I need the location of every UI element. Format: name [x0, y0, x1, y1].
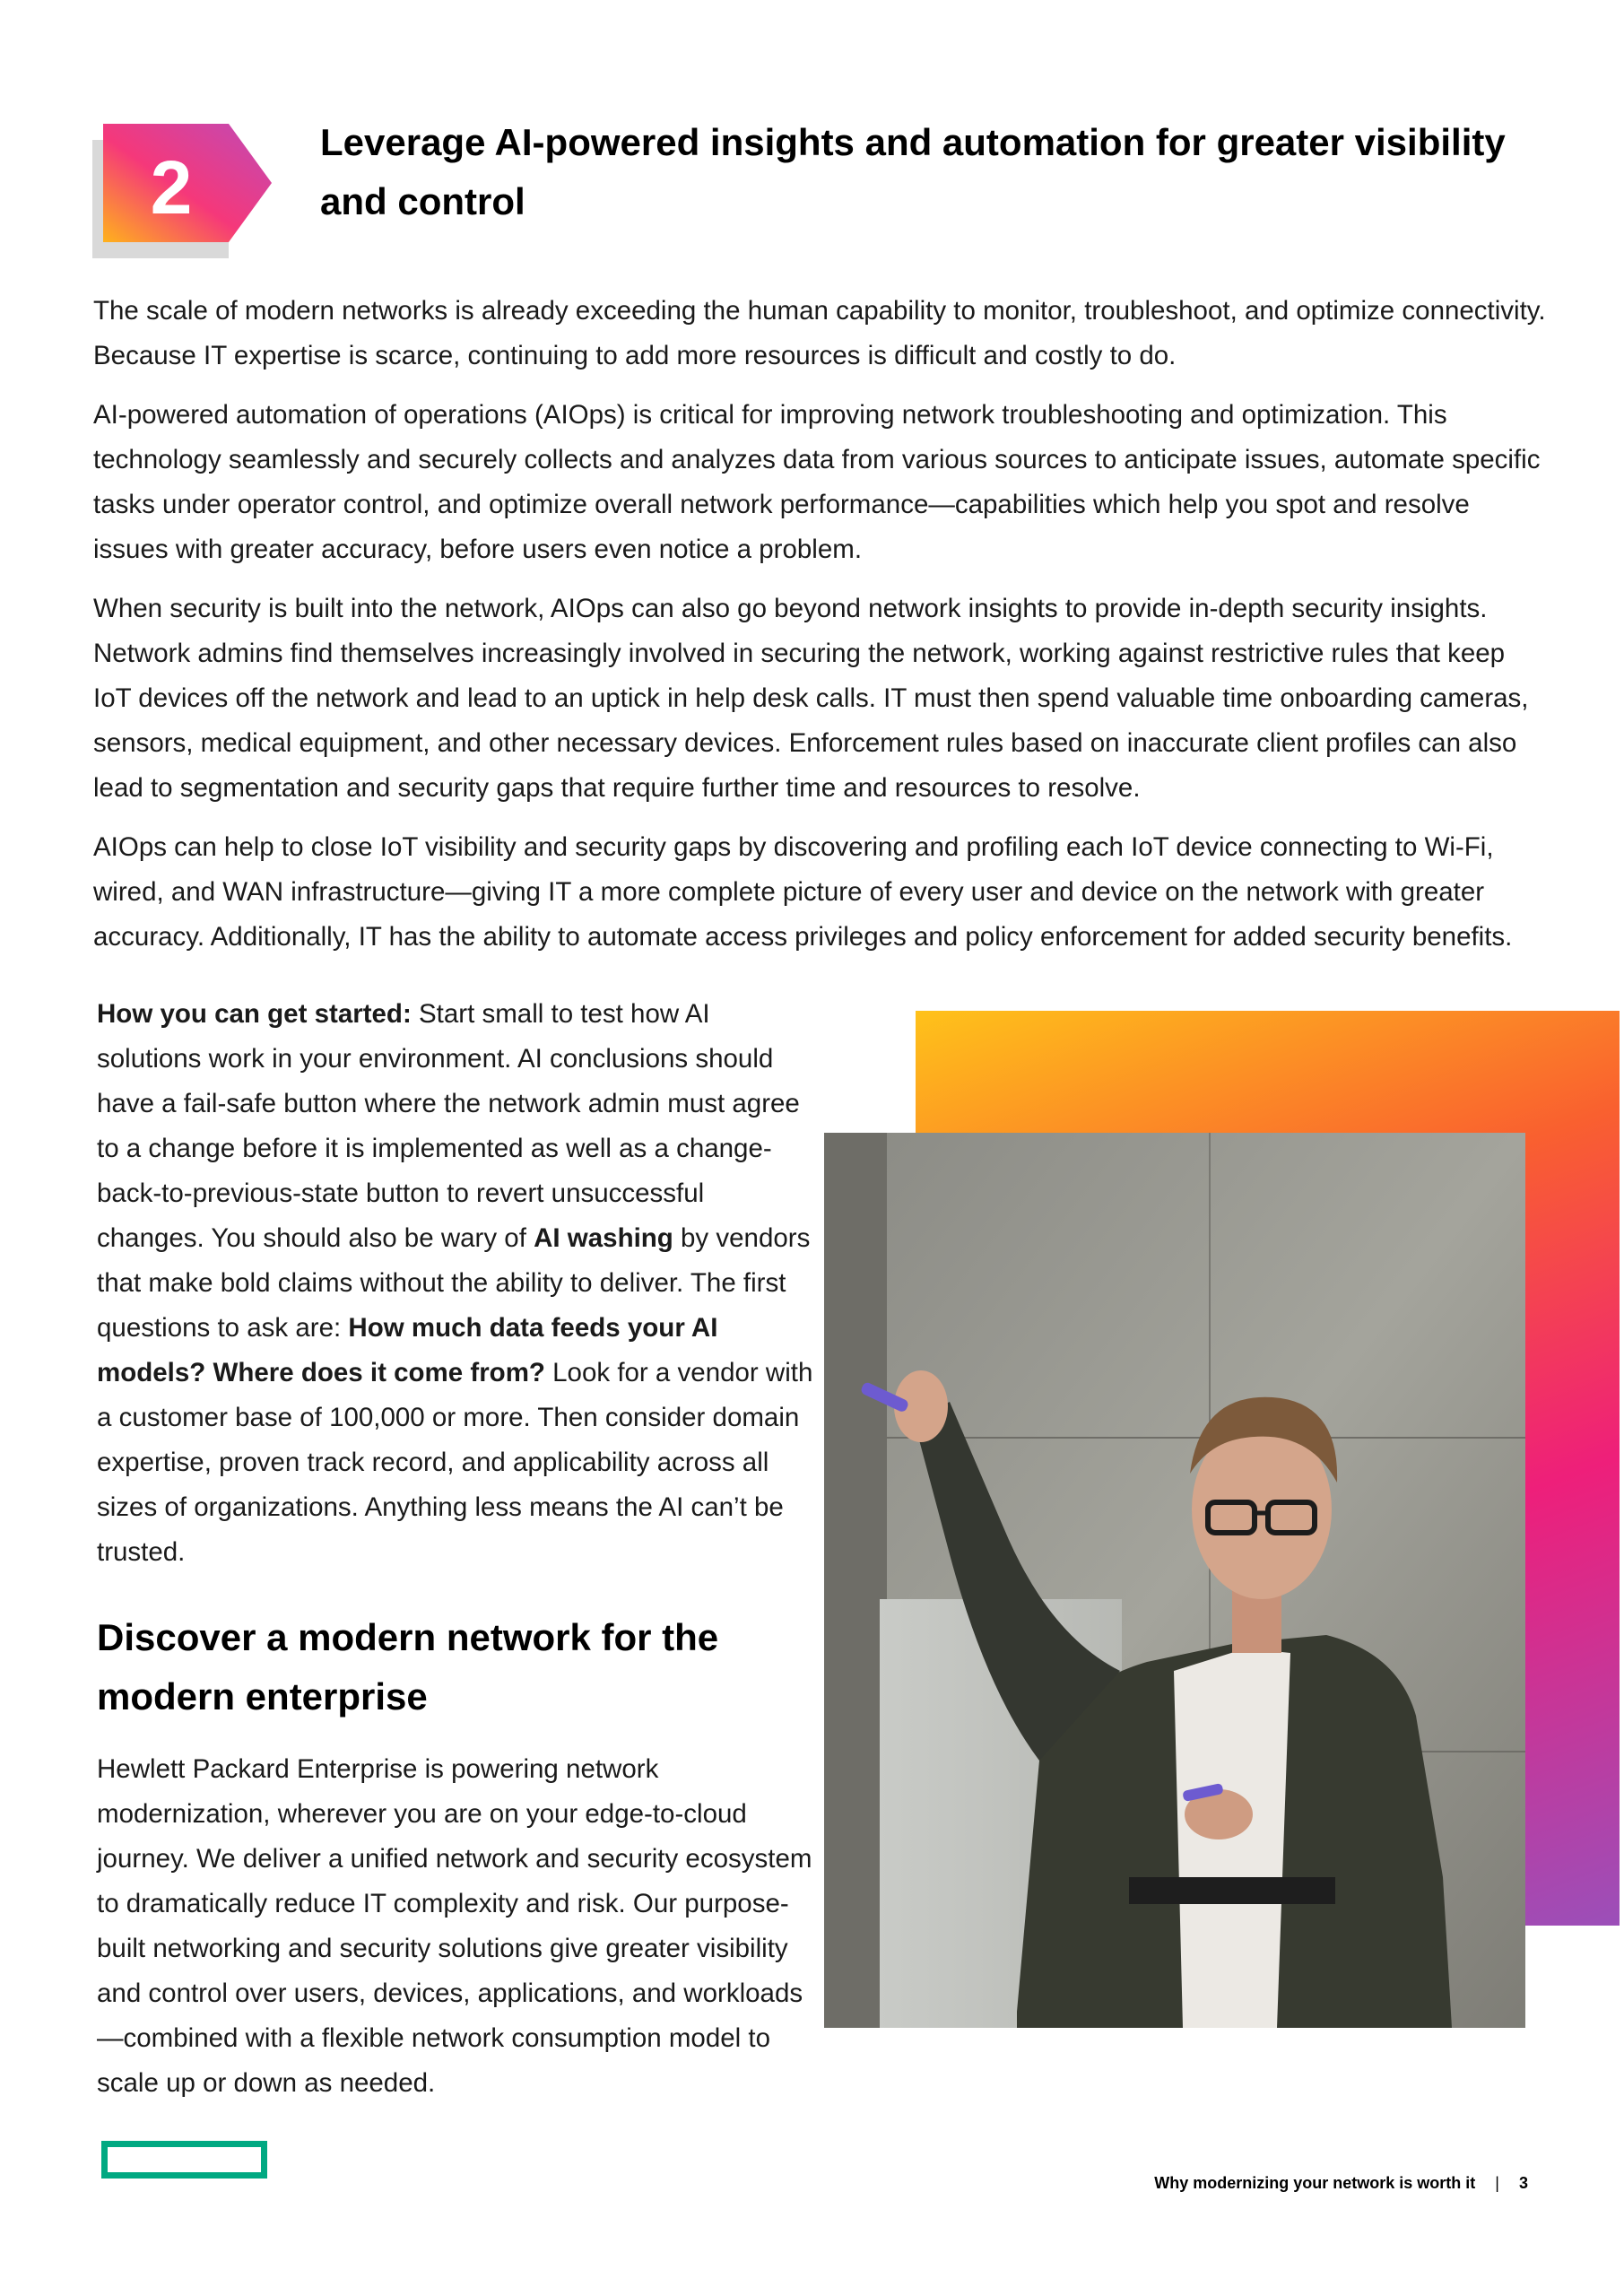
page-number: 3	[1518, 2174, 1528, 2192]
intro-paragraph: AI-powered automation of operations (AIOps) is critical for improving network troubleshooting and optimization. This technology seamlessly and securely collects and analyzes data from various sources to anticipate issues, automate specific tasks under operator control, and optimize overall network performance—capabilities which help you spot and resolve issues with greater accuracy, before users even notice a problem.	[93, 400, 1541, 564]
getting-started-paragraph	[97, 992, 814, 1575]
discover-heading: Discover a modern network for the modern enterprise	[97, 1616, 719, 1718]
intro-text	[93, 289, 1546, 974]
page-footer	[1154, 2174, 1528, 2193]
getting-started-lead: How you can get started:	[97, 999, 412, 1029]
presenter-photo	[824, 1133, 1525, 2028]
getting-started-text: by vendors that make bold claims without the ability to deliver. The first questions to ask are:	[97, 1223, 811, 1343]
getting-started-text: Look for a vendor with a customer base of 100,000 or more. Then consider domain expertise, proven track record, and applicability across all sizes of organizations. Anything less means the AI can’t be trusted.	[97, 1358, 813, 1567]
getting-started-text: Start small to test how AI solutions work in your environment. AI conclusions should have a fail-safe button where the network admin must agree to a change before it is implemented as well as a change-back-to-previous-state button to revert unsuccessful changes. You should also be wary of	[97, 999, 800, 1253]
getting-started-section	[97, 992, 814, 1575]
intro-paragraph: AIOps can help to close IoT visibility and security gaps by discovering and profiling each IoT device connecting to Wi-Fi, wired, and WAN infrastructure—giving IT a more complete picture of every user and device on the network with greater accuracy. Additionally, IT has the ability to automate access privileges and policy enforcement for added security benefits.	[93, 832, 1513, 952]
section-number-badge	[92, 124, 272, 258]
intro-paragraph: The scale of modern networks is already exceeding the human capability to monitor, troubleshoot, and optimize connectivity. Because IT expertise is scarce, continuing to add more resources is difficult and costly to do.	[93, 296, 1546, 370]
intro-paragraph: When security is built into the network, AIOps can also go beyond network insights to provide in-depth security insights. Network admins find themselves increasingly involved in securing the network, working against restrictive rules that keep IoT devices off the network and lead to an uptick in help desk calls. IT must then spend valuable time onboarding cameras, sensors, medical equipment, and other necessary devices. Enforcement rules based on inaccurate client profiles can also lead to segmentation and security gaps that require further time and resources to resolve.	[93, 594, 1529, 803]
footer-separator: |	[1495, 2174, 1499, 2192]
hpe-logo	[101, 2141, 267, 2179]
ai-washing-term: AI washing	[534, 1223, 673, 1253]
discover-section	[97, 1747, 814, 2106]
key-questions: How much data feeds your AI models? Where does it come from?	[97, 1313, 718, 1387]
footer-document-title: Why modernizing your network is worth it	[1154, 2174, 1476, 2192]
section-number: 2	[150, 145, 193, 230]
discover-paragraph: Hewlett Packard Enterprise is powering network modernization, wherever you are on your edge-to-cloud journey. We deliver a unified network and security ecosystem to dramatically reduce IT complexity and risk. Our purpose-built networking and security solutions give greater visibility and control over users, devices, applications, and workloads—combined with a flexible network consumption model to scale up or down as needed.	[97, 1754, 812, 2098]
section-title: Leverage AI-powered insights and automation for greater visibility and control	[320, 121, 1506, 222]
